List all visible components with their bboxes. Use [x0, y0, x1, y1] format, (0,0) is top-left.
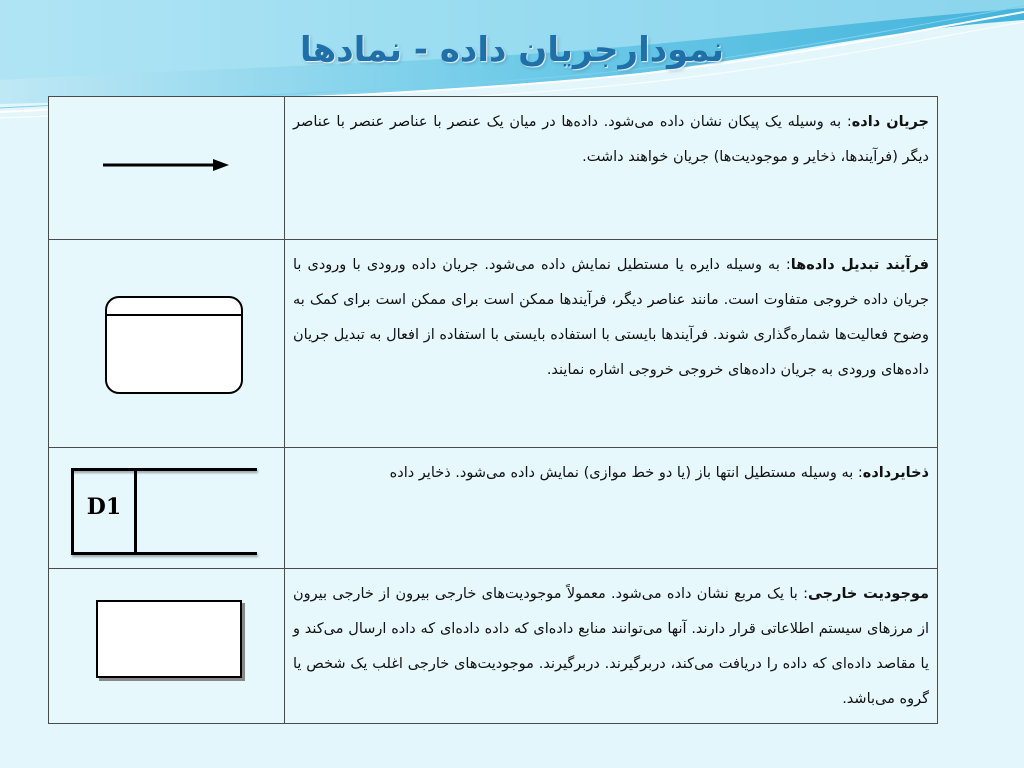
table-row: [49, 569, 938, 724]
term-description: : با یک مربع نشان داده می‌شود. معمولاً موجودیت‌های خارجی بیرون از خارجی بیرون از مرزهای سیستم اطلاعاتی قرار دارند. آنها می‌توانند منابع داده‌ای که داده داده‌ای که داده ارسال می‌کند و یا مقاصد داده‌ای که داده را دریافت می‌کند، دربرگیرند. دربرگیرند. موجودیت‌های خارجی اغلب یک شخص یا گروه می‌باشد.: [293, 586, 929, 707]
table-row: [49, 97, 938, 240]
data-store-label: D1: [86, 494, 122, 520]
term-description: : به وسیله مستطیل انتها باز (یا دو خط موازی) نمایش داده می‌شود. ذخایر داده: [389, 465, 863, 481]
description-cell: [285, 97, 938, 240]
symbol-cell: [49, 569, 285, 724]
term-label: ذخایرداده: [862, 465, 929, 481]
symbol-cell: [49, 448, 285, 569]
table-row: [49, 240, 938, 448]
symbols-table: [48, 96, 938, 724]
external-entity-rectangle-icon: [96, 600, 242, 678]
term-label: موجودیت خارجی: [808, 586, 929, 602]
page-title: نمودارجریان داده - نمادها: [299, 30, 725, 70]
term-description: : به وسیله دایره یا مستطیل نمایش داده می‌شود. جریان داده ورودی با ورودی با جریان داده خروجی متفاوت است. مانند عناصر دیگر، فرآیندها ممکن است برای ممکن است برای کمک به وضوح فعالیت‌ها شماره‌گذاری شوند. فرآیندها بایستی با استفاده بایستی با استفاده از افعال به تبدیل جریان داده‌های ورودی به جریان داده‌های خروجی خروجی اشاره نمایند.: [293, 257, 929, 378]
term-label: فرآیند تبدیل داده‌ها: [790, 257, 929, 273]
process-rounded-rectangle-icon: [105, 296, 243, 394]
data-flow-arrow-icon: [103, 155, 229, 175]
term-label: جریان داده: [851, 114, 929, 130]
description-cell: [285, 448, 938, 569]
symbol-cell: [49, 97, 285, 240]
data-store-open-rectangle-icon: [71, 468, 257, 554]
symbol-cell: [49, 240, 285, 448]
table-row: [49, 448, 938, 569]
description-cell: [285, 240, 938, 448]
term-description: : به وسیله یک پیکان نشان داده می‌شود. داده‌ها در میان یک عنصر با عناصر عنصر با عناصر دیگر (فرآیندها، ذخایر و موجودیت‌ها) جریان خواهند داشت.: [293, 114, 929, 165]
description-cell: [285, 569, 938, 724]
